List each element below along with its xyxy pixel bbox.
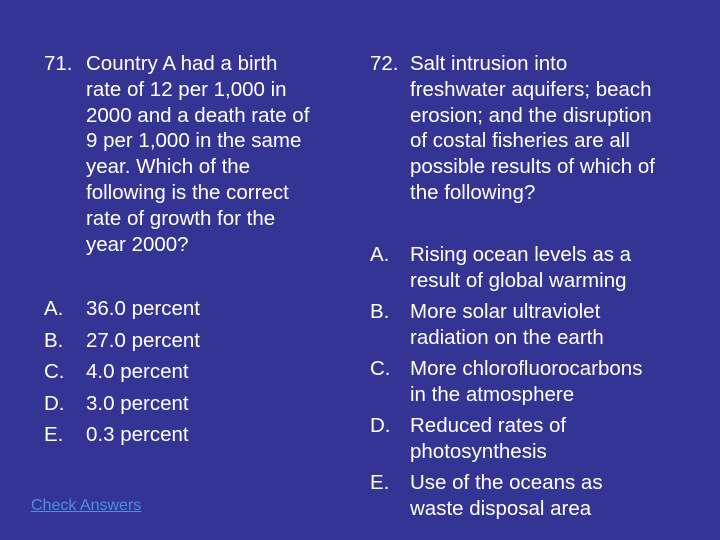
answer-option — [44, 388, 200, 420]
question-72 — [370, 51, 710, 527]
option-letter: E. — [44, 423, 64, 446]
option-text: 36.0 percent — [86, 297, 200, 320]
answer-option — [44, 293, 200, 325]
check-answers-link[interactable]: Check Answers — [31, 497, 142, 514]
answer-option — [44, 356, 200, 388]
option-letter: E. — [370, 471, 390, 495]
option-letter: A. — [44, 297, 64, 320]
answer-options — [370, 242, 710, 522]
option-text: 27.0 percent — [86, 328, 200, 352]
question-72-stem — [370, 51, 710, 206]
option-text: More chlorofluorocarbons in the atmosphere — [410, 356, 643, 406]
question-number: 71. — [44, 52, 73, 75]
option-text: Use of the oceans as waste disposal area — [410, 471, 603, 520]
question-71-stem — [44, 51, 364, 257]
option-letter: B. — [44, 328, 64, 352]
answer-option — [44, 325, 200, 357]
answer-option — [370, 413, 710, 465]
option-text: 3.0 percent — [86, 391, 189, 415]
option-text: Rising ocean levels as a result of global warming — [410, 242, 632, 292]
question-text: Salt intrusion into freshwater aquifers; beach erosion; and the disruption of costal fisheries are all possible results of which of the following? — [410, 52, 655, 204]
option-letter: C. — [44, 360, 65, 383]
answer-option — [370, 242, 710, 294]
option-text: Reduced rates of photosynthesis — [410, 414, 567, 463]
option-letter: D. — [44, 391, 65, 415]
answer-option — [44, 419, 200, 451]
option-text: 0.3 percent — [86, 423, 189, 446]
option-letter: A. — [370, 242, 390, 266]
option-text: More solar ultraviolet radiation on the earth — [410, 299, 604, 349]
answer-option — [370, 299, 710, 351]
question-number: 72. — [370, 52, 399, 75]
answer-options — [44, 293, 200, 451]
question-text: Country A had a birth rate of 12 per 1,000 in 2000 and a death rate of 9 per 1,000 in the same year. Which of the following is the correct rate of growth for the year 2000? — [86, 52, 310, 256]
question-71 — [44, 51, 364, 446]
option-text: 4.0 percent — [86, 360, 189, 383]
option-letter: B. — [370, 299, 390, 323]
option-letter: C. — [370, 356, 391, 380]
option-letter: D. — [370, 414, 391, 438]
answer-option — [370, 470, 710, 522]
answer-option — [370, 356, 710, 408]
